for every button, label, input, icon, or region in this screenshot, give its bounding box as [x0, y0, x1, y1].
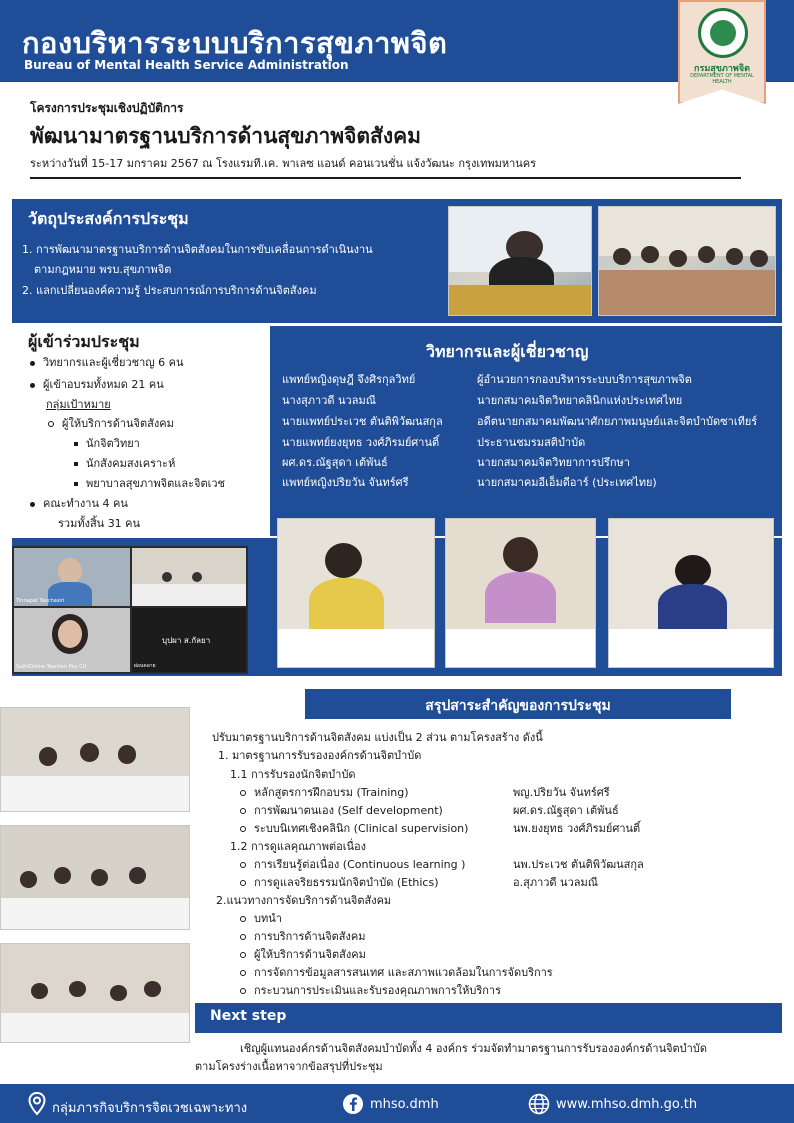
next-step-title: Next step: [210, 1008, 287, 1024]
participant-line: ผู้เข้าอบรมทั้งหมด 21 คน: [30, 375, 164, 393]
location-pin-icon: [28, 1092, 46, 1116]
facebook-icon: [342, 1093, 364, 1115]
footer-facebook[interactable]: mhso.dmh: [370, 1097, 439, 1112]
photo-meeting-1: [0, 707, 190, 812]
participant-line: กลุ่มเป้าหมาย: [46, 398, 111, 411]
expert-name: นายแพทย์ยงยุทธ วงศ์ภิรมย์ศานติ์: [282, 436, 440, 449]
project-label: โครงการประชุมเชิงปฏิบัติการ: [30, 101, 184, 115]
summary-item: การเรียนรู้ต่อเนื่อง (Continuous learning ): [240, 855, 465, 873]
participants-title: ผู้เข้าร่วมประชุม: [28, 332, 140, 351]
summary-item: หลักสูตรการฝึกอบรม (Training): [240, 783, 409, 801]
participant-line: นักจิตวิทยา: [74, 434, 140, 452]
objective-item: ตามกฎหมาย พรบ.สุขภาพจิต: [34, 263, 172, 276]
summary-item: ระบบนิเทศเชิงคลินิก (Clinical supervision): [240, 819, 468, 837]
photo-speaker-3: [608, 518, 774, 668]
participant-line: พยาบาลสุขภาพจิตและจิตเวช: [74, 474, 225, 492]
objectives-title: วัตถุประสงค์การประชุม: [28, 209, 189, 228]
participant-line: ผู้ให้บริการด้านจิตสังคม: [48, 414, 174, 432]
photo-meeting-2: [0, 825, 190, 930]
objective-item: 1. การพัฒนามาตรฐานบริการด้านจิตสังคมในการขับเคลื่อนการดำเนินงาน: [22, 243, 373, 256]
photo-speaker-presentation: [448, 206, 592, 316]
org-name-english: Bureau of Mental Health Service Administration: [24, 58, 349, 72]
expert-name: ผศ.ดร.ณัฐสุดา เต้พันธ์: [282, 456, 388, 469]
summary-item-owner: นพ.ยงยุทธ วงศ์ภิรมย์ศานติ์: [513, 822, 641, 835]
photo-speaker-2: [445, 518, 596, 668]
participant-line: วิทยากรและผู้เชี่ยวชาญ 6 คน: [30, 353, 184, 371]
photo-meeting-3: [0, 943, 190, 1043]
photo-group: [598, 206, 776, 316]
footer-group: กลุ่มภารกิจบริการจิตเวชเฉพาะทาง: [52, 1101, 248, 1116]
globe-icon: [528, 1093, 550, 1115]
expert-role: ผู้อำนวยการกองบริหารระบบบริการสุขภาพจิต: [477, 373, 692, 386]
expert-name: แพทย์หญิงปริยวัน จันทร์ศรี: [282, 476, 409, 489]
expert-role: นายกสมาคมจิตวิทยาการปรึกษา: [477, 456, 630, 469]
summary-item: การบริการด้านจิตสังคม: [240, 927, 366, 945]
summary-intro: ปรับมาตรฐานบริการด้านจิตสังคม แบ่งเป็น 2 ส่วน ตามโครงสร้าง ดังนี้: [212, 731, 543, 744]
summary-item: การจัดการข้อมูลสารสนเทศ และสภาพแวดล้อมในการจัดบริการ: [240, 963, 553, 981]
org-name-thai: กองบริหารระบบบริการสุขภาพจิต: [22, 26, 448, 60]
summary-item-owner: นพ.ประเวช ตันติพิวัฒนสกุล: [513, 858, 644, 871]
next-step-text: ตามโครงร่างเนื้อหาจากข้อสรุปที่ประชุม: [195, 1060, 383, 1073]
zoom-tile: SuthiOnline Teechen Poy CU: [14, 608, 130, 672]
summary-item-owner: ผศ.ดร.ณัฐสุดา เต้พันธ์: [513, 804, 619, 817]
footer-website[interactable]: www.mhso.dmh.go.th: [556, 1097, 698, 1112]
title-divider: [30, 177, 741, 179]
expert-role: นายกสมาคมอีเอ็มดีอาร์ (ประเทศไทย): [477, 476, 657, 489]
summary-item: การพัฒนาตนเอง (Self development): [240, 801, 443, 819]
summary-subsection: 1.2 การดูแลคุณภาพต่อเนื่อง: [230, 840, 366, 853]
zoom-tile: [132, 548, 246, 606]
summary-item-owner: อ.สุภาวดี นวลมณี: [513, 876, 598, 889]
logo-subtext: DEPARTMENT OF MENTAL HEALTH: [690, 73, 754, 85]
zoom-tile: บุปผา ส.กัลยา ผ่อนคลาย: [132, 608, 246, 672]
logo-text: กรมสุขภาพจิต: [694, 64, 750, 74]
summary-item: ผู้ให้บริการด้านจิตสังคม: [240, 945, 366, 963]
participant-line: รวมทั้งสิ้น 31 คน: [58, 517, 141, 530]
dmh-logo-emblem-icon: [710, 20, 736, 46]
expert-role: นายกสมาคมจิตวิทยาคลินิกแห่งประเทศไทย: [477, 394, 683, 407]
experts-title: วิทยากรและผู้เชี่ยวชาญ: [426, 342, 589, 361]
summary-title: สรุปสาระสำคัญของการประชุม: [425, 698, 611, 714]
zoom-screenshot: [12, 546, 248, 674]
summary-section: 2.แนวทางการจัดบริการด้านจิตสังคม: [216, 894, 392, 907]
expert-role: อดีตนายกสมาคมพัฒนาศักยภาพมนุษย์และจิตบำบัดซาเทียร์: [477, 415, 758, 428]
participant-line: คณะทำงาน 4 คน: [30, 494, 128, 512]
objective-item: 2. แลกเปลี่ยนองค์ความรู้ ประสบการณ์การบริการด้านจิตสังคม: [22, 284, 317, 297]
summary-item-owner: พญ.ปริยวัน จันทร์ศรี: [513, 786, 610, 799]
next-step-text: เชิญผู้แทนองค์กรด้านจิตสังคมบำบัดทั้ง 4 องค์กร ร่วมจัดทำมาตรฐานการรับรององค์กรด้านจิตบำบัด: [240, 1042, 707, 1055]
summary-section: 1. มาตรฐานการรับรององค์กรด้านจิตบำบัด: [218, 749, 422, 762]
summary-item: กระบวนการประเมินและรับรองคุณภาพการให้บริการ: [240, 981, 501, 999]
photo-speaker-1: [277, 518, 435, 668]
project-title: พัฒนามาตรฐานบริการด้านสุขภาพจิตสังคม: [30, 124, 421, 148]
zoom-tile: Tinnapat Taechasiri: [14, 548, 130, 606]
expert-name: นายแพทย์ประเวช ตันติพิวัฒนสกุล: [282, 415, 443, 428]
participant-line: นักสังคมสงเคราะห์: [74, 454, 175, 472]
summary-subsection: 1.1 การรับรองนักจิตบำบัด: [230, 768, 356, 781]
expert-role: ประธานชมรมสติบำบัด: [477, 436, 586, 449]
expert-name: นางสุภาวดี นวลมณี: [282, 394, 376, 407]
summary-item: การดูแลจริยธรรมนักจิตบำบัด (Ethics): [240, 873, 439, 891]
expert-name: แพทย์หญิงดุษฎี จึงศิรกุลวิทย์: [282, 373, 416, 386]
summary-item: บทนำ: [240, 909, 282, 927]
project-date: ระหว่างวันที่ 15-17 มกราคม 2567 ณ โรงแรมที.เค. พาเลซ แอนด์ คอนเวนชั่น แจ้งวัฒนะ กรุงเทพมหานคร: [30, 157, 537, 170]
